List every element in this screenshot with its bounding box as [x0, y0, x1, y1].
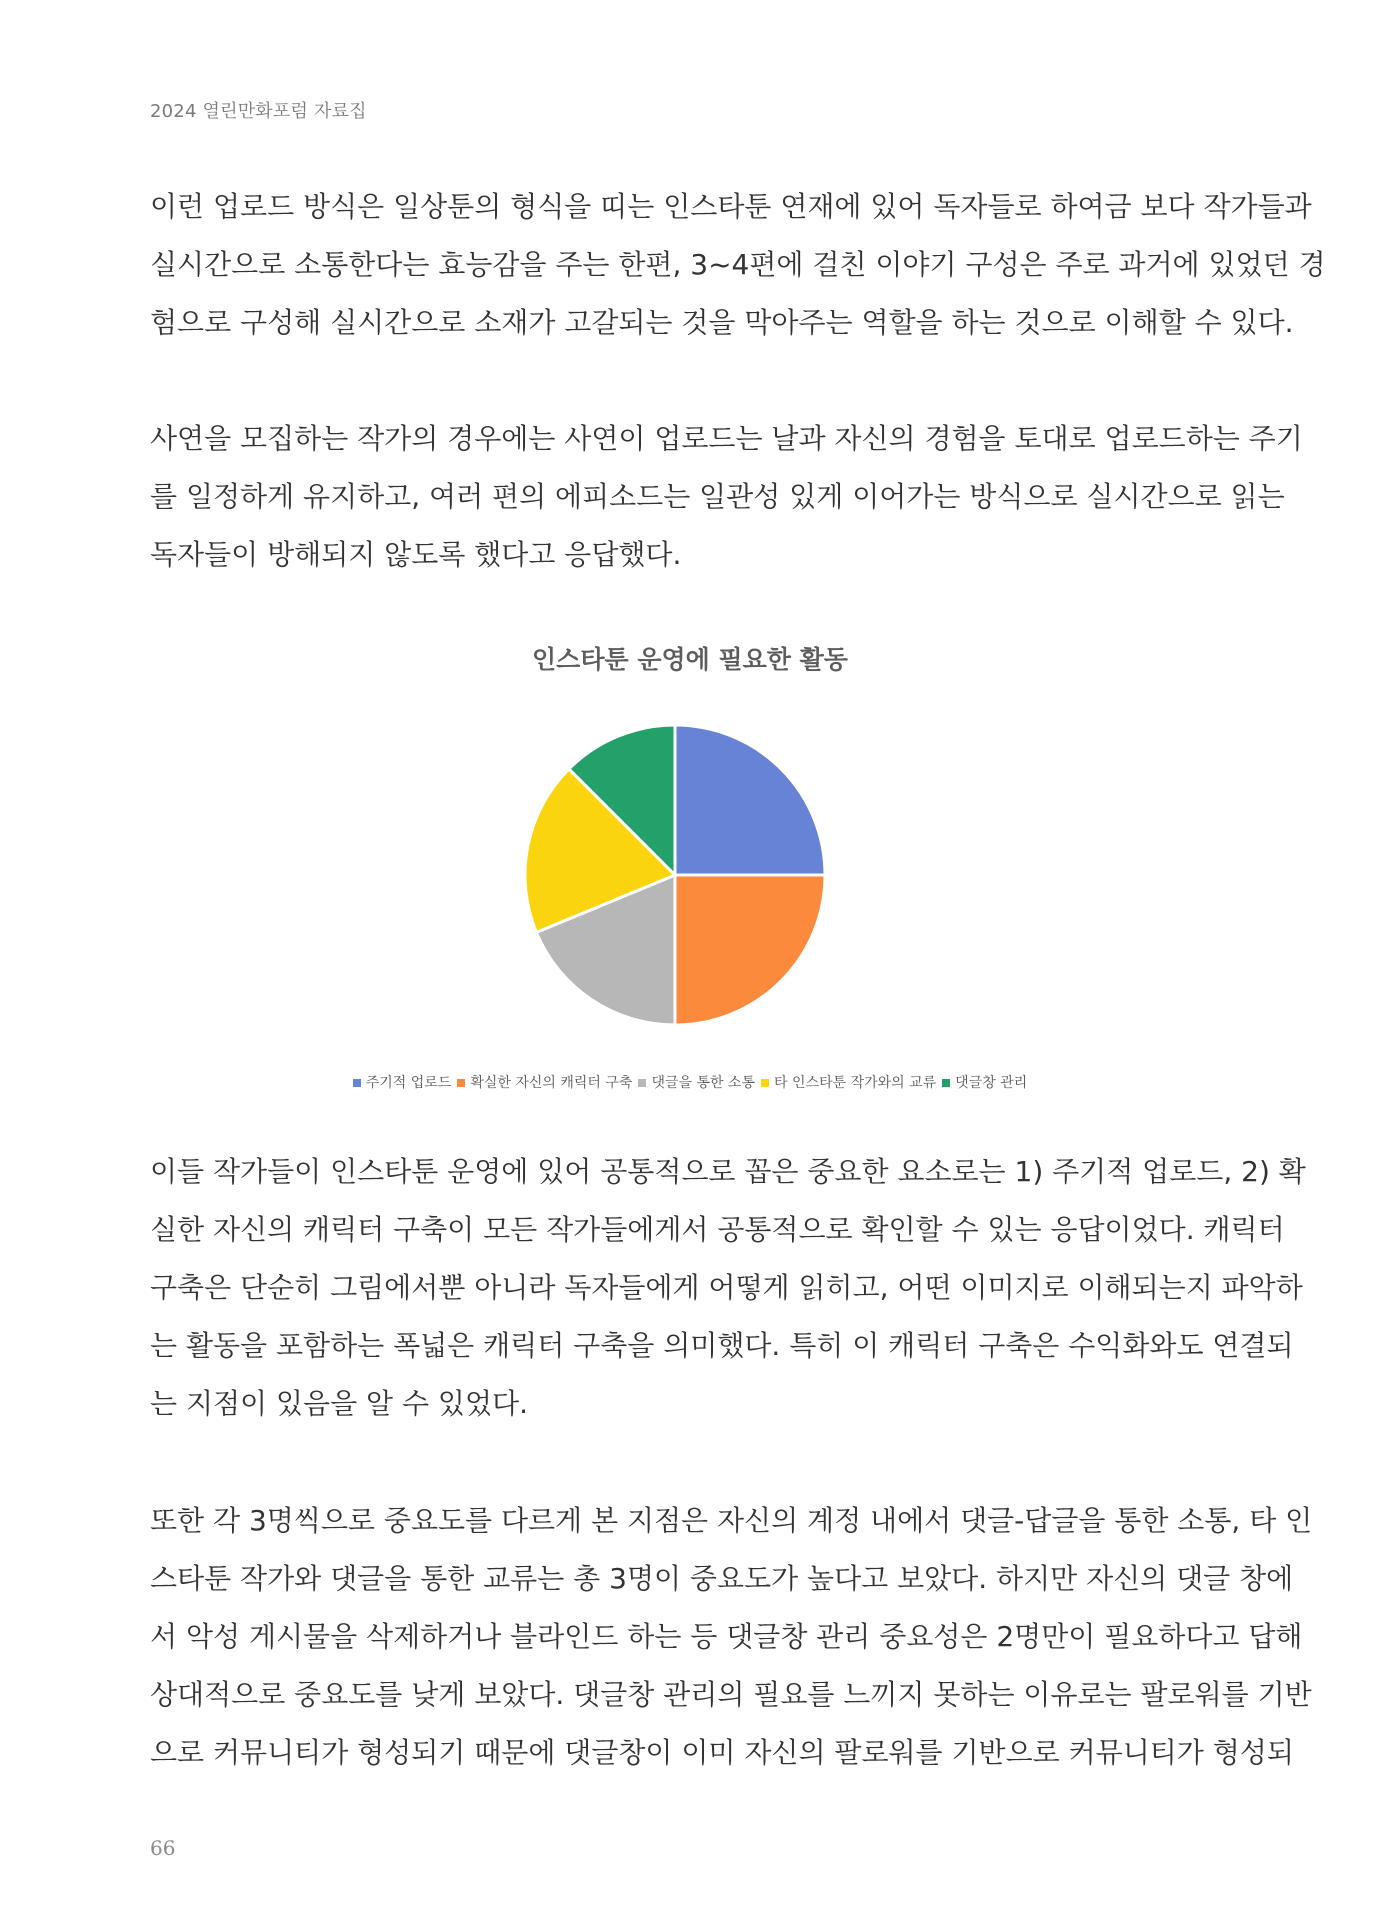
text-line: 또한 각 3명씩으로 중요도를 다르게 본 지점은 자신의 계정 내에서 댓글-답글을 통한 소통, 타 인 [150, 1504, 1313, 1537]
running-header: 2024 열린만화포럼 자료집 [150, 101, 367, 122]
text-line: 를 일정하게 유지하고, 여러 편의 에피소드는 일관성 있게 이어가는 방식으로 실시간으로 읽는 [150, 480, 1285, 513]
paragraph-common-factors [150, 1143, 1306, 1433]
legend-swatch [353, 1079, 361, 1087]
chart-legend [290, 1072, 1090, 1092]
text-line: 으로 커뮤니티가 형성되기 때문에 댓글창이 이미 자신의 팔로워를 기반으로 커뮤니티가 형성되 [150, 1736, 1294, 1769]
legend-label: 주기적 업로드 [365, 1075, 452, 1091]
legend-swatch [638, 1079, 646, 1087]
pie-chart [290, 630, 1090, 1110]
text-line: 는 지점이 있음을 알 수 있었다. [150, 1387, 528, 1420]
text-line: 실시간으로 소통한다는 효능감을 주는 한편, 3~4편에 걸친 이야기 구성은 주로 과거에 있었던 경 [150, 248, 1326, 281]
chart-title: 인스타툰 운영에 필요한 활동 [532, 645, 848, 674]
paragraph-upload-method [150, 178, 1326, 352]
legend-label: 타 인스타툰 작가와의 교류 [774, 1075, 937, 1091]
legend-swatch [457, 1079, 465, 1087]
pie-slice-2 [675, 875, 825, 1025]
pie-chart-figure [290, 630, 1090, 1110]
page-number: 66 [150, 1836, 176, 1860]
legend-item [638, 1072, 755, 1092]
legend-item [457, 1072, 632, 1092]
paragraph-comment-management [150, 1492, 1313, 1782]
text-line: 이런 업로드 방식은 일상툰의 형식을 띠는 인스타툰 연재에 있어 독자들로 하여금 보다 작가들과 [150, 190, 1312, 223]
text-line: 이들 작가들이 인스타툰 운영에 있어 공통적으로 꼽은 중요한 요소로는 1) 주기적 업로드, 2) 확 [150, 1155, 1306, 1188]
legend-swatch [942, 1079, 950, 1087]
legend-item [942, 1072, 1027, 1092]
text-line: 험으로 구성해 실시간으로 소재가 고갈되는 것을 막아주는 역할을 하는 것으로 이해할 수 있다. [150, 306, 1294, 339]
text-line: 구축은 단순히 그림에서뿐 아니라 독자들에게 어떻게 읽히고, 어떤 이미지로 이해되는지 파악하 [150, 1271, 1303, 1304]
legend-item [761, 1072, 936, 1092]
text-line: 는 활동을 포함하는 폭넓은 캐릭터 구축을 의미했다. 특히 이 캐릭터 구축은 수익화와도 연결되 [150, 1329, 1294, 1362]
legend-swatch [761, 1079, 769, 1087]
legend-item [353, 1072, 452, 1092]
text-line: 서 악성 게시물을 삭제하거나 블라인드 하는 등 댓글창 관리 중요성은 2명만이 필요하다고 답해 [150, 1620, 1303, 1653]
paragraph-story-collection [150, 410, 1303, 584]
text-line: 독자들이 방해되지 않도록 했다고 응답했다. [150, 538, 682, 571]
text-line: 상대적으로 중요도를 낮게 보았다. 댓글창 관리의 필요를 느끼지 못하는 이유로는 팔로워를 기반 [150, 1678, 1312, 1711]
text-line: 스타툰 작가와 댓글을 통한 교류는 총 3명이 중요도가 높다고 보았다. 하지만 자신의 댓글 창에 [150, 1562, 1294, 1595]
text-line: 실한 자신의 캐릭터 구축이 모든 작가들에게서 공통적으로 확인할 수 있는 응답이었다. 캐릭터 [150, 1213, 1285, 1246]
legend-label: 확실한 자신의 캐릭터 구축 [470, 1075, 633, 1091]
legend-label: 댓글창 관리 [955, 1075, 1028, 1091]
pie-slice-1 [675, 725, 825, 875]
text-line: 사연을 모집하는 작가의 경우에는 사연이 업로드는 날과 자신의 경험을 토대로 업로드하는 주기 [150, 422, 1303, 455]
legend-label: 댓글을 통한 소통 [651, 1075, 756, 1091]
